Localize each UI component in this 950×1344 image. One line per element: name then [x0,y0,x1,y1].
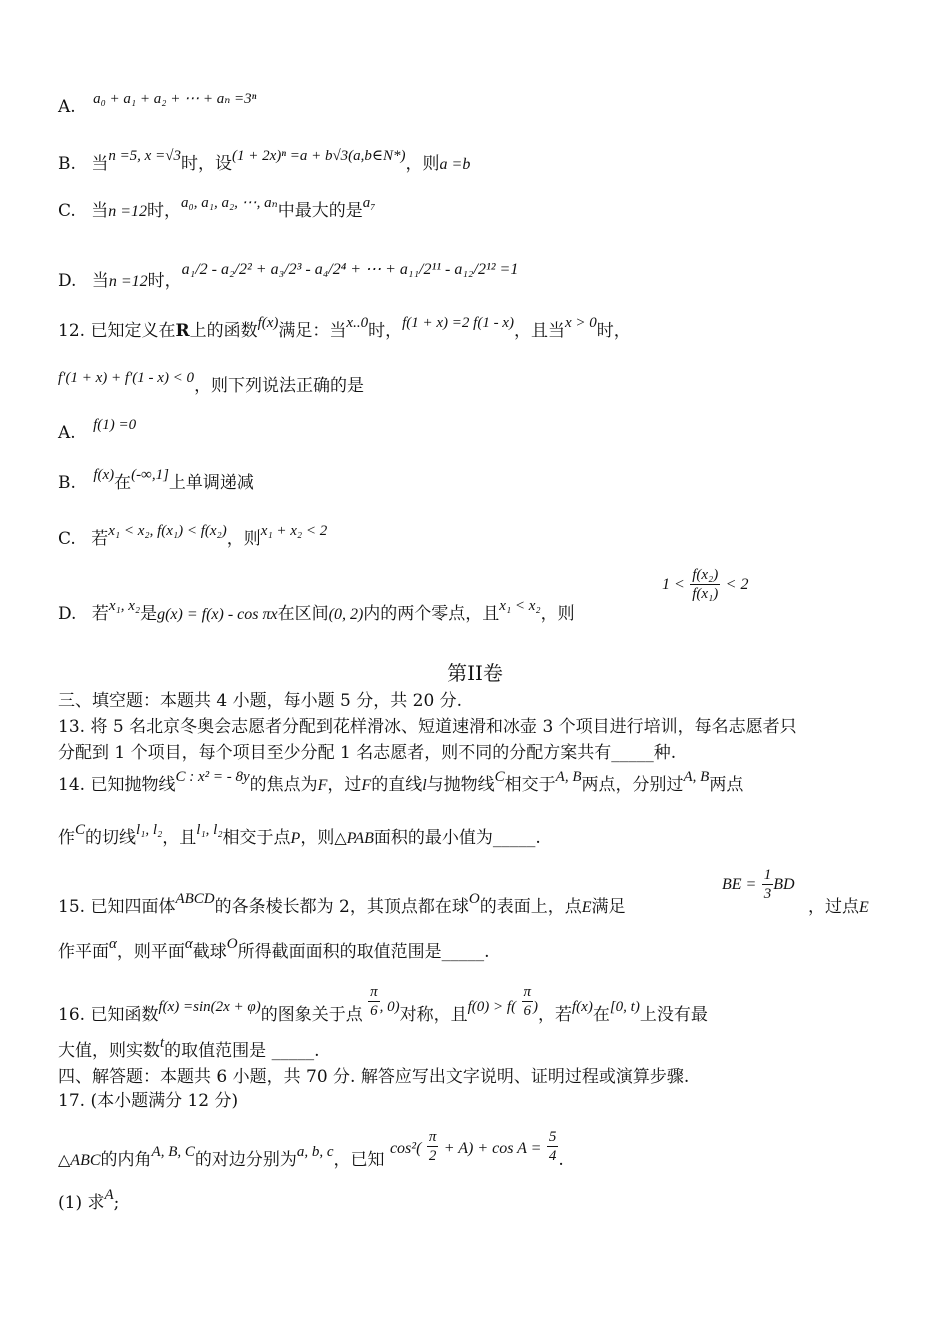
q11-option-a: A. a₀ + a₁ + a₂ + ⋯ + aₙ =3ⁿ [58,91,257,117]
q13-line2: 分配到 1 个项目，每个项目至少分配 1 名志愿者，则不同的分配方案共有_____种. [58,743,677,763]
q15-line2: 作平面α，则平面α截球O所得截面面积的取值范围是_____. [58,936,490,962]
q15-condition: BE = $\frac{1}{3}$ BD [722,867,795,902]
part4-heading: 四、解答题：本题共 6 小题，共 70 分. 解答应写出文字说明、证明过程或演算步骤. [58,1067,690,1087]
q12-stem-line2: f′(1 + x) + f′(1 - x) < 0，则下列说法正确的是 [58,370,365,396]
q15-line1: 15. 已知四面体ABCD的各条棱长都为 2，其顶点都在球O的表面上，点E满足 [58,891,626,917]
section-title: 第II卷 [447,661,503,685]
q12-d-ratio: 1 < $\frac{\text{f(x₂)}}{\text{f(x₁)}}$ < 2 [662,567,749,602]
q14-line2: 作C的切线l₁, l₂，且l₁, l₂相交于点P，则△PAB面积的最小值为_____. [58,822,541,848]
q12-option-b: B. f(x)在(-∞,1]上单调递减 [58,467,254,493]
q12-option-d: D. 若x₁, x₂是g(x) = f(x) - cos πx在区间(0, 2)内的两个零点，且x₁ < x₂，则 [58,598,575,624]
q13-line1: 13. 将 5 名北京冬奥会志愿者分配到花样滑冰、短道速滑和冰壶 3 个项目进行培训，每名志愿者只 [58,717,797,737]
q11-option-d: D. 当n =12时，a₁/2 - a₂/2² + a₃/2³ - a₄/2⁴ + ⋯ + a₁₁/2¹¹ - a₁₂/2¹² =1 [58,261,519,291]
q12-stem-line1: 12. 已知定义在R上的函数f(x)满足：当x..0时，f(1 + x) =2 f(1 - x)，且当x > 0时， [58,315,631,341]
q17-part1: (1) 求A; [58,1187,120,1213]
q12-option-a: A. f(1) =0 [58,417,137,443]
part3-heading: 三、填空题：本题共 4 小题，每小题 5 分，共 20 分. [58,691,463,711]
q11-option-c: C. 当n =12时，a₀, a₁, a₂, ⋯, aₙ中最大的是a₇ [58,195,376,221]
q17-heading: 17. (本小题满分 12 分) [58,1091,239,1111]
q12-option-c: C. 若x₁ < x₂, f(x₁) < f(x₂)，则x₁ + x₂ < 2 [58,523,328,549]
formula: a₀ + a₁ + a₂ + ⋯ + aₙ =3ⁿ [93,91,257,107]
q11-option-b: B. 当n =5, x =√3时，设(1 + 2x)ⁿ =a + b√3(a,b∈N*)，则a =b [58,148,471,174]
q16-line2: 大值，则实数t的取值范围是 _____. [58,1035,320,1061]
q16-line1: 16. 已知函数f(x) =sin(2x + φ)的图象关于点 $\frac{\pi}{6}$ , 0)对称，且f(0) > f( $\frac{\pi}{6}$ )，若f(x)在[0, t)上没有最 [58,984,708,1025]
q17-stem: △ABC的内角A, B, C的对边分别为a, b, c，已知 cos²( $\frac{\pi}{2}$ + A) + cos A = $\frac{5}{4}$ . [58,1129,564,1170]
q14-line1: 14. 已知抛物线C : x² = - 8y的焦点为F，过F的直线l与抛物线C相交于A, B两点，分别过A, B两点 [58,769,744,795]
q15-line1-end: ，过点E [808,897,869,917]
